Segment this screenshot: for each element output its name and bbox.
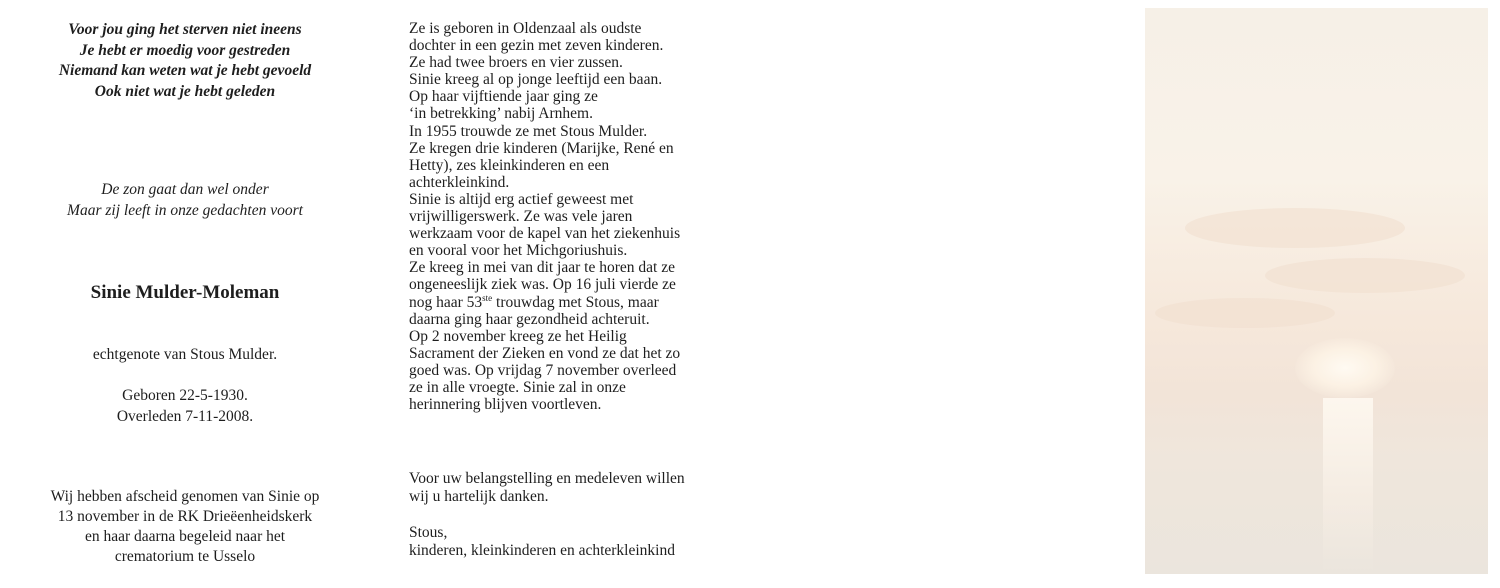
signoff-line: Stous,: [409, 524, 448, 541]
bio-line: dochter in een gezin met zeven kinderen.: [409, 37, 664, 55]
sunset-photo: [1145, 8, 1488, 574]
bio-line: en vooral voor het Michgoriushuis.: [409, 242, 628, 260]
farewell-line: 13 november in de RK Drieëenheidskerk: [57, 508, 313, 525]
bio-line: ze in alle vroegte. Sinie zal in onze: [409, 378, 626, 396]
birth-date: Geboren 22-5-1930.: [122, 387, 248, 404]
opening-poem: [0, 20, 370, 102]
poem-line: Je hebt er moedig voor gestreden: [79, 41, 291, 59]
bio-line: Sinie is altijd erg actief geweest met: [409, 190, 634, 208]
death-date: Overleden 7-11-2008.: [116, 407, 254, 425]
thanks-line: wij u hartelijk danken.: [409, 487, 549, 505]
bio-line: achterkleinkind.: [409, 173, 510, 191]
poem-line: Niemand kan weten wat je hebt gevoeld: [58, 62, 312, 79]
farewell-line: Wij hebben afscheid genomen van Sinie op: [50, 488, 320, 505]
bio-line: goed was. Op vrijdag 7 november overleed: [409, 361, 677, 379]
signoff: [409, 524, 675, 559]
bio-line: In 1955 trouwde ze met Stous Mulder.: [409, 122, 648, 140]
thanks-note: [409, 470, 685, 505]
life-dates: [0, 386, 370, 427]
bio-line-anniversary: [409, 294, 680, 311]
spouse-line: echtgenote van Stous Mulder.: [92, 346, 278, 363]
bio-line: ongeneeslijk ziek was. Op 16 juli vierde ze: [409, 276, 676, 294]
anniversary-after: trouwdag met Stous, maar: [492, 293, 659, 311]
poem-line: Ook niet wat je hebt geleden: [94, 82, 276, 100]
bio-line: Ze kregen drie kinderen (Marijke, René en: [409, 139, 674, 157]
bio-line: daarna ging haar gezondheid achteruit.: [409, 310, 650, 328]
bio-line: Ze kreeg in mei van dit jaar te horen dat ze: [409, 259, 675, 277]
thanks-line: Voor uw belangstelling en medeleven willen: [409, 470, 685, 487]
middle-panel: [409, 0, 769, 588]
cloud-shape: [1185, 208, 1405, 248]
bio-line: Ze had twee broers en vier zussen.: [409, 54, 623, 72]
bio-line: werkzaam voor de kapel van het ziekenhuis: [409, 225, 681, 243]
left-panel: [0, 0, 370, 588]
sun-reflection: [1323, 398, 1373, 574]
sun-glow: [1295, 338, 1395, 398]
bio-line: Ze is geboren in Oldenzaal als oudste: [409, 20, 642, 37]
poem-line: Voor jou ging het sterven niet ineens: [68, 21, 302, 38]
signoff-line: kinderen, kleinkinderen en achterkleinkind: [409, 541, 675, 559]
bio-line: ‘in betrekking’ nabij Arnhem.: [409, 105, 593, 123]
farewell-line: en haar daarna begeleid naar het: [84, 528, 286, 545]
poem-line: De zon gaat dan wel onder: [101, 181, 269, 198]
bio-line: Op 2 november kreeg ze het Heilig: [409, 327, 627, 345]
cloud-shape: [1155, 298, 1335, 328]
biography: [409, 20, 680, 413]
farewell-line: crematorium te Usselo: [114, 548, 256, 565]
second-poem: [0, 180, 370, 221]
bio-line: vrijwilligerswerk. Ze was vele jaren: [409, 208, 633, 226]
anniversary-suffix: ste: [482, 292, 493, 303]
bio-line: Sacrament der Zieken en vond ze dat het zo: [409, 344, 681, 362]
bio-line: Hetty), zes kleinkinderen en een: [409, 156, 610, 174]
cloud-shape: [1265, 258, 1465, 293]
poem-line: Maar zij leeft in onze gedachten voort: [67, 201, 303, 219]
deceased-name: Sinie Mulder-Moleman: [90, 282, 280, 303]
anniversary-before: nog haar 53: [409, 293, 483, 311]
bio-line: Sinie kreeg al op jonge leeftijd een baan.: [409, 71, 663, 89]
bio-line: Op haar vijftiende jaar ging ze: [409, 88, 598, 106]
bio-line: herinnering blijven voortleven.: [409, 396, 602, 414]
farewell-notice: [0, 487, 370, 567]
